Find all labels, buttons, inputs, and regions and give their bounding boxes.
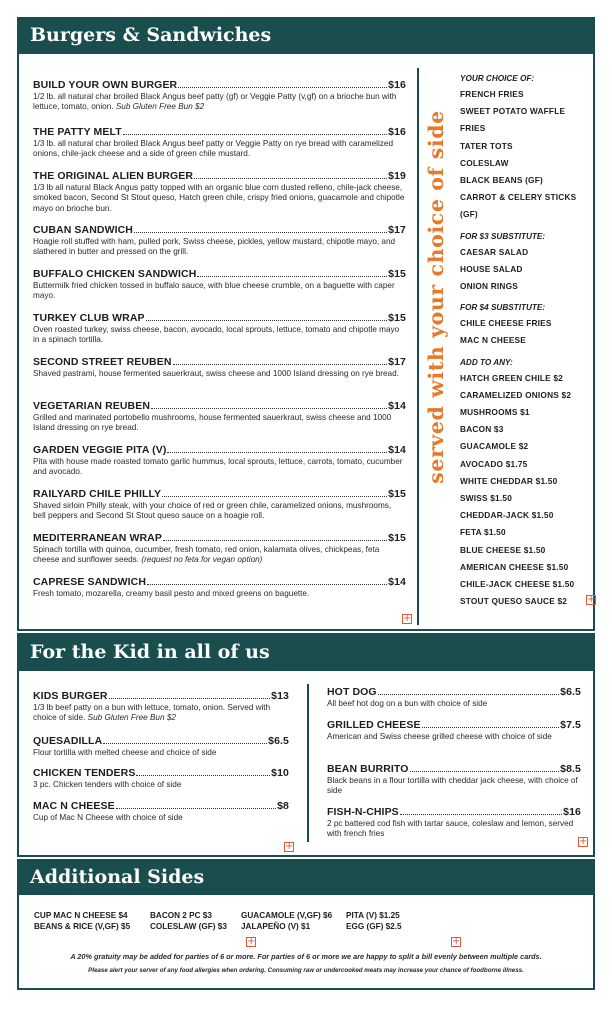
kids-section-header — [17, 633, 595, 671]
menu-item-description-text: Shaved pastrami, house fermented sauerkraut, swiss cheese and 1000 Island dressing on rye bread. — [33, 369, 399, 378]
menu-item — [33, 356, 406, 379]
side-column — [150, 910, 227, 932]
menu-item — [33, 735, 289, 758]
menu-item-header — [33, 800, 289, 812]
menu-item-header — [327, 686, 581, 698]
menu-item-description — [33, 325, 406, 346]
menu-item-header — [33, 735, 289, 747]
menu-item-price: $15 — [388, 532, 406, 544]
menu-item-price: $13 — [271, 690, 289, 702]
menu-item-name: BUFFALO CHICKEN SANDWICH — [33, 268, 197, 280]
menu-item-name: BEAN BURRITO — [327, 763, 409, 775]
sub3-title: FOR $3 SUBSTITUTE: — [460, 231, 546, 241]
menu-item-description — [33, 237, 406, 258]
menu-item-header — [327, 763, 581, 775]
menu-item-name: QUESADILLA — [33, 735, 103, 747]
menu-item-price: $8 — [277, 800, 289, 812]
dot-leader — [103, 743, 267, 744]
menu-item-price: $17 — [388, 356, 406, 368]
dot-leader — [194, 178, 387, 179]
menu-item — [33, 800, 289, 823]
menu-item-header — [33, 576, 406, 588]
dot-leader — [147, 584, 387, 585]
menu-item — [33, 444, 406, 478]
menu-item-description-text: Pita with house made roasted tomato garlic hummus, local sprouts, lettuce, carrots, tomato, cucumber and avocado. — [33, 457, 403, 477]
menu-item-description-text: Fresh tomato, mozarella, creamy basil pesto and mixed greens on baguette. — [33, 589, 310, 598]
menu-item-description-text: 1/3 lb all natural Black Angus patty topped with an organic blue corn dusted relleno, chile-jack cheese, smoked bacon, Second St Stout queso, Hatch green chile, crispy fried onions, guacamole and chipotle mayo on brioche bun. — [33, 183, 405, 213]
dot-leader — [109, 698, 271, 699]
menu-item-name: THE ORIGINAL ALIEN BURGER — [33, 170, 194, 182]
menu-item-note: (request no feta for vegan option) — [141, 555, 263, 565]
sides-section-header — [17, 859, 595, 895]
burgers-section-title: Burgers & Sandwiches — [30, 24, 272, 46]
side-option: WHITE CHEDDAR $1.50 — [460, 475, 558, 486]
side-option: HOUSE SALAD — [460, 263, 523, 274]
menu-item-description — [33, 413, 406, 434]
side-item: BEANS & RICE (V,GF) $5 — [34, 922, 131, 931]
side-item: JALAPEÑO (V) $1 — [241, 922, 311, 931]
menu-item-name: CUBAN SANDWICH — [33, 224, 133, 236]
menu-item-header — [33, 170, 406, 182]
menu-item-header — [327, 806, 581, 818]
menu-item — [33, 224, 406, 258]
menu-item-name: MEDITERRANEAN WRAP — [33, 532, 162, 544]
menu-item-price: $15 — [388, 488, 406, 500]
menu-item-note: Sub Gluten Free Bun $2 — [87, 713, 176, 723]
menu-item-description — [33, 589, 406, 599]
menu-item-header — [33, 532, 406, 544]
menu-item-price: $15 — [388, 268, 406, 280]
dot-leader — [123, 134, 387, 135]
menu-item — [33, 170, 406, 214]
menu-item — [33, 488, 406, 522]
kids-divider — [307, 684, 309, 842]
dot-leader — [167, 452, 387, 453]
dot-leader — [146, 320, 388, 321]
side-choices-panel — [460, 74, 590, 610]
served-with-side-banner: served with your choice of side — [424, 110, 448, 484]
side-column — [241, 910, 332, 932]
menu-item-header — [33, 400, 406, 412]
menu-item-name: CAPRESE SANDWICH — [33, 576, 147, 588]
menu-item-header — [33, 268, 406, 280]
side-column — [346, 910, 402, 932]
menu-item — [33, 767, 289, 790]
menu-item-description-text: 2 pc battered cod fish with tartar sauce, coleslaw and lemon, served with french fries — [327, 819, 574, 839]
menu-item-note: Sub Gluten Free Bun $2 — [115, 102, 205, 112]
menu-item — [33, 690, 289, 724]
menu-item-description-text: Shaved sirloin Philly steak, with your choice of red or green chile, caramelized onions, mushrooms, bell peppers and Second St Stout queso sauce on a hoagie roll. — [33, 501, 392, 521]
side-option: TATER TOTS — [460, 140, 513, 151]
menu-item-description — [33, 813, 289, 823]
menu-item-header — [33, 690, 289, 702]
menu-item-name: RAILYARD CHILE PHILLY — [33, 488, 162, 500]
menu-item-price: $14 — [388, 444, 406, 456]
kids-section-title: For the Kid in all of us — [30, 641, 270, 663]
side-option: AVOCADO $1.75 — [460, 458, 528, 469]
menu-item-name: VEGETARIAN REUBEN — [33, 400, 151, 412]
menu-item-price: $14 — [388, 576, 406, 588]
side-item: GUACAMOLE (V,GF) $6 — [241, 911, 333, 920]
menu-item-description-text: Oven roasted turkey, swiss cheese, bacon, avocado, local sprouts, lettuce, tomato and chipotle mayo in a spinach tortilla. — [33, 325, 400, 345]
menu-item — [33, 268, 406, 302]
menu-item-description — [327, 699, 581, 709]
menu-item-description-text: Grilled and marinated portobello mushrooms, house fermented sauerkraut, swiss cheese and 1000 Island dressing on rye bread. — [33, 413, 392, 433]
menu-item — [33, 79, 406, 113]
dot-leader — [400, 814, 562, 815]
side-item: CUP MAC N CHEESE $4 — [34, 911, 128, 920]
plus-box-icon[interactable]: + — [403, 613, 412, 624]
menu-item — [33, 126, 406, 160]
allergy-note: Please alert your server of any food allergies when ordering. Consuming raw or undercooked meats may increase your chance of foodborne illness. — [88, 967, 524, 974]
menu-item-name: BUILD YOUR OWN BURGER — [33, 79, 178, 91]
menu-item — [327, 686, 581, 709]
menu-item-description-text: Spinach tortilla with quinoa, cucumber, fresh tomato, red onion, kalamata olives, chickpeas, feta cheese and sunflower seeds. — [33, 545, 380, 565]
menu-item-name: FISH-N-CHIPS — [327, 806, 399, 818]
menu-item-description — [33, 457, 406, 478]
burgers-divider — [417, 68, 419, 625]
side-column — [34, 910, 130, 932]
menu-item — [327, 719, 581, 742]
plus-box-icon[interactable]: + — [452, 936, 461, 947]
side-option: CAESAR SALAD — [460, 246, 529, 257]
side-option: CARROT & CELERY STICKS (GF) — [460, 192, 577, 220]
dot-leader — [378, 694, 559, 695]
menu-item-price: $17 — [388, 224, 406, 236]
menu-item-price: $6.5 — [560, 686, 581, 698]
burgers-section-header — [17, 17, 595, 54]
side-option: COLESLAW — [460, 157, 509, 168]
side-item: EGG (GF) $2.5 — [346, 922, 402, 931]
dot-leader — [136, 775, 270, 776]
plus-box-icon[interactable]: + — [247, 936, 256, 947]
menu-item — [327, 763, 581, 797]
menu-item-description — [33, 92, 406, 113]
menu-item-description-text: 3 pc. Chicken tenders with choice of side — [33, 780, 182, 789]
side-option: HATCH GREEN CHILE $2 — [460, 372, 563, 383]
side-option: CARAMELIZED ONIONS $2 — [460, 389, 572, 400]
menu-item-name: TURKEY CLUB WRAP — [33, 312, 145, 324]
menu-item-header — [33, 767, 289, 779]
menu-item-description — [33, 748, 289, 758]
menu-item-price: $8.5 — [560, 763, 581, 775]
menu-item-description — [33, 139, 406, 160]
menu-item-header — [33, 312, 406, 324]
side-option: SWISS $1.50 — [460, 493, 513, 504]
menu-item-header — [327, 719, 581, 731]
menu-item-description-text: Cup of Mac N Cheese with choice of side — [33, 813, 183, 822]
menu-item-description — [327, 732, 581, 742]
side-option: CHILE-JACK CHEESE $1.50 — [460, 579, 575, 590]
menu-item-description — [33, 703, 289, 724]
menu-item-price: $14 — [388, 400, 406, 412]
menu-item-name: THE PATTY MELT — [33, 126, 122, 138]
gratuity-note: A 20% gratuity may be added for parties of 6 or more. For parties of 6 or more we are happy to split a bill evenly between multiple cards. — [70, 952, 542, 961]
add-title: ADD TO ANY: — [460, 357, 513, 367]
dot-leader — [162, 496, 387, 497]
dot-leader — [197, 276, 387, 277]
menu-item-description-text: Black beans in a flour tortilla with cheddar jack cheese, with choice of side — [327, 776, 578, 796]
side-item: BACON 2 PC $3 — [150, 911, 212, 920]
dot-leader — [116, 808, 276, 809]
side-option: BACON $3 — [460, 424, 504, 435]
choice-title: YOUR CHOICE OF: — [460, 74, 535, 83]
menu-item-description — [33, 780, 289, 790]
menu-item-description-text: All beef hot dog on a bun with choice of side — [327, 699, 488, 708]
side-option: BLACK BEANS (GF) — [460, 175, 543, 186]
menu-item-name: MAC N CHEESE — [33, 800, 115, 812]
dot-leader — [410, 771, 560, 772]
side-option: CHILE CHEESE FRIES — [460, 318, 552, 329]
menu-item-description-text: 1/3 lb beef patty on a bun with lettuce, tomato, onion. Served with choice of side. — [33, 703, 271, 723]
menu-item-description — [33, 369, 406, 379]
side-option: MUSHROOMS $1 — [460, 407, 530, 418]
menu-item-header — [33, 224, 406, 236]
menu-item-name: CHICKEN TENDERS — [33, 767, 136, 779]
sides-section-title: Additional Sides — [30, 866, 205, 888]
menu-item-name: HOT DOG — [327, 686, 377, 698]
menu-item-description — [33, 545, 406, 566]
menu-item-description-text: Flour tortilla with melted cheese and choice of side — [33, 748, 217, 757]
menu-item-description-text: Buttermilk fried chicken tossed in buffalo sauce, with blue cheese crumble, on a baguette with caper mayo. — [33, 281, 395, 301]
menu-item-price: $16 — [388, 126, 406, 138]
side-option: FRENCH FRIES — [460, 89, 524, 99]
side-option: ONION RINGS — [460, 281, 518, 292]
dot-leader — [134, 232, 387, 233]
menu-item-description-text: American and Swiss cheese grilled cheese with choice of side — [327, 732, 552, 741]
menu-item-description — [33, 183, 406, 214]
menu-item — [327, 806, 581, 840]
side-item: PITA (V) $1.25 — [346, 911, 400, 920]
plus-box-icon[interactable]: + — [285, 841, 294, 852]
menu-item-description — [327, 776, 581, 797]
side-option: AMERICAN CHEESE $1.50 — [460, 561, 569, 572]
menu-item — [33, 312, 406, 346]
menu-item-price: $19 — [388, 170, 406, 182]
menu-item-name: GARDEN VEGGIE PITA (V) — [33, 444, 167, 456]
side-option: SWEET POTATO WAFFLE FRIES — [460, 106, 566, 134]
menu-item — [33, 400, 406, 434]
side-option: MAC N CHEESE — [460, 335, 527, 346]
menu-item-header — [33, 126, 406, 138]
menu-item-description-text: Hoagie roll stuffed with ham, pulled pork, Swiss cheese, pickles, yellow mustard, chipotle mayo, and slathered in butter and pressed on the grill. — [33, 237, 396, 257]
menu-item-description — [33, 501, 406, 522]
menu-item-price: $7.5 — [560, 719, 581, 731]
menu-item-header — [33, 488, 406, 500]
menu-item-header — [33, 356, 406, 368]
menu-item — [33, 576, 406, 599]
side-option: FETA $1.50 — [460, 527, 506, 538]
sub4-title: FOR $4 SUBSTITUTE: — [460, 303, 546, 313]
side-option: GUACAMOLE $2 — [460, 441, 529, 452]
side-option: CHEDDAR-JACK $1.50 — [460, 510, 554, 521]
menu-item-description-text: 1/2 lb. all natural char broiled Black Angus beef patty (gf) or Veggie Patty (v,gf) on a brioche bun with lettuce, tomato, onion. — [33, 92, 397, 112]
menu-item-header — [33, 444, 406, 456]
menu-item-price: $16 — [563, 806, 581, 818]
dot-leader — [151, 408, 387, 409]
dot-leader — [173, 364, 388, 365]
menu-item-header — [33, 79, 406, 91]
menu-item-price: $6.5 — [268, 735, 289, 747]
menu-item-description — [327, 819, 581, 840]
plus-box-icon[interactable]: + — [579, 836, 588, 847]
side-option: STOUT QUESO SAUCE $2 — [460, 596, 568, 607]
menu-item-price: $16 — [388, 79, 406, 91]
dot-leader — [163, 540, 387, 541]
menu-item-description-text: 1/3 lb. all natural char broiled Black Angus beef patty or Veggie Patty on rye bread with caramelized onions, chile-jack cheese and a side of green chile mustard. — [33, 139, 394, 159]
dot-leader — [422, 727, 560, 728]
dot-leader — [178, 87, 387, 88]
side-item: COLESLAW (GF) $3 — [150, 922, 227, 931]
menu-item-description — [33, 281, 406, 302]
plus-box-icon[interactable]: + — [587, 594, 596, 605]
menu-item-price: $10 — [271, 767, 289, 779]
menu-item-name: GRILLED CHEESE — [327, 719, 421, 731]
menu-item — [33, 532, 406, 566]
menu-item-name: KIDS BURGER — [33, 690, 108, 702]
menu-item-price: $15 — [388, 312, 406, 324]
menu-item-name: SECOND STREET REUBEN — [33, 356, 172, 368]
side-option: BLUE CHEESE $1.50 — [460, 544, 546, 555]
